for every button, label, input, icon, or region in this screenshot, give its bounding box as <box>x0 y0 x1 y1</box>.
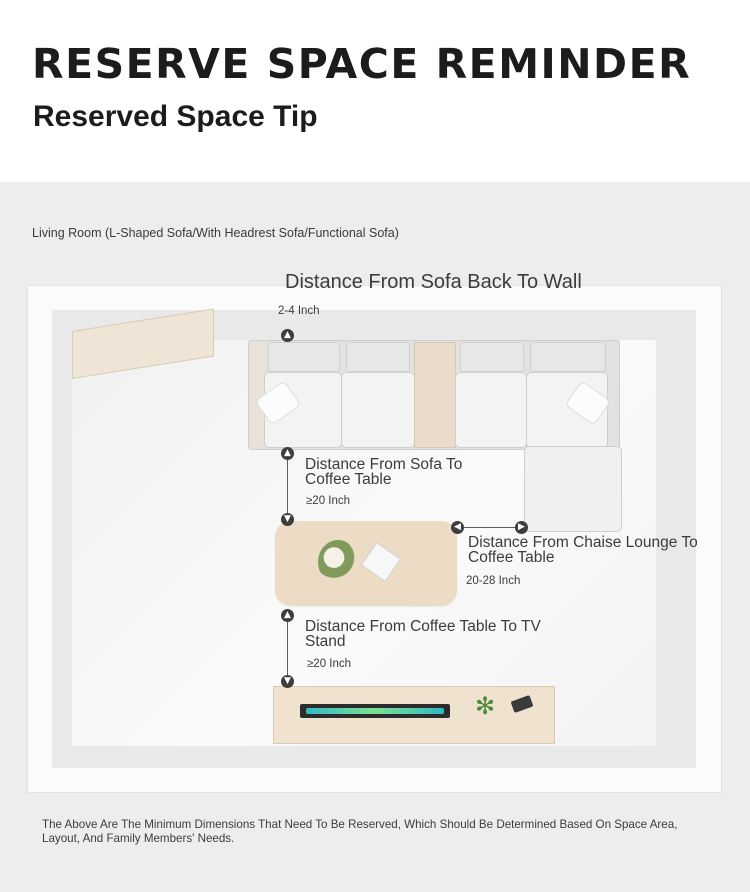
annotation-sofa-back-to-wall-title: Distance From Sofa Back To Wall <box>285 271 582 293</box>
sofa-backrest <box>460 342 524 372</box>
sofa-seat-cushion <box>455 372 527 448</box>
chevron-down-icon: ▼ <box>281 675 294 688</box>
dimension-line <box>287 622 288 675</box>
dimension-line <box>464 527 515 528</box>
chevron-right-icon: ▶ <box>515 521 528 534</box>
annotation-sofa-back-to-wall-value: 2-4 Inch <box>278 305 320 317</box>
chevron-left-icon: ◀ <box>451 521 464 534</box>
annotation-chaise-to-coffee-table-value: 20-28 Inch <box>466 575 521 587</box>
plant-icon: ✻ <box>474 693 496 720</box>
annotation-coffee-table-to-tv-stand-value: ≥20 Inch <box>307 658 352 670</box>
sofa-console <box>414 342 456 448</box>
page-title: RESERVE SPACE REMINDER <box>32 40 692 88</box>
annotation-coffee-table-to-tv-stand-title: Distance From Coffee Table To TV Stand <box>305 618 541 650</box>
flower-vase <box>318 540 358 584</box>
page-subtitle: Reserved Space Tip <box>33 100 318 133</box>
chevron-up-icon: ▲ <box>281 447 294 460</box>
annotation-chaise-to-coffee-table-title: Distance From Chaise Lounge To Coffee Table <box>468 534 698 566</box>
sofa-seat-cushion <box>341 372 415 448</box>
header <box>0 0 750 182</box>
chaise-lounge <box>524 446 622 532</box>
chevron-down-icon: ▼ <box>281 513 294 526</box>
sofa-backrest <box>346 342 410 372</box>
sofa-backrest <box>268 342 340 372</box>
tv-screen-glow <box>306 708 444 714</box>
dimension-line <box>287 460 288 513</box>
sofa-backrest <box>530 342 606 372</box>
chevron-up-icon: ▲ <box>281 329 294 342</box>
annotation-sofa-to-coffee-table-title: Distance From Sofa To Coffee Table <box>305 456 463 488</box>
annotation-sofa-to-coffee-table-value: ≥20 Inch <box>306 495 351 507</box>
footer-note: The Above Are The Minimum Dimensions That Need To Be Reserved, Which Should Be Determined Based On Space Area, Layout, And Family Members' Needs. <box>42 818 678 845</box>
sofa-armrest <box>250 342 264 446</box>
chevron-up-icon: ▲ <box>281 609 294 622</box>
room-label: Living Room (L-Shaped Sofa/With Headrest Sofa/Functional Sofa) <box>32 226 399 240</box>
